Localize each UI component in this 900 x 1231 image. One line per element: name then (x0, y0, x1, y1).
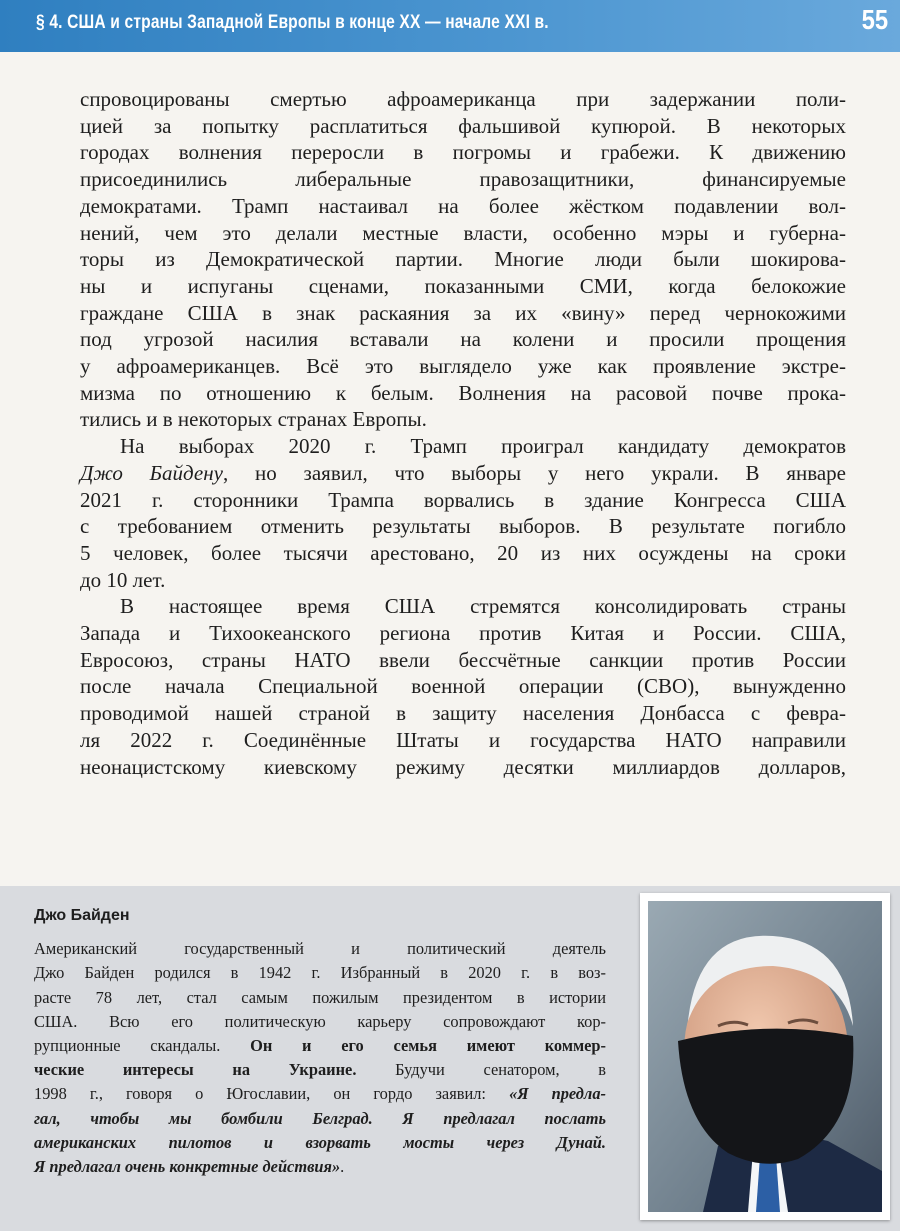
text-line: тились и в некоторых странах Европы. (80, 407, 427, 432)
page-header (0, 0, 900, 52)
text-line: у афроамериканцев. Всё это выглядело уже как проявление экстре- (80, 354, 846, 379)
text-line: 2021 г. сторонники Трампа ворвались в здание Конгресса США (80, 487, 846, 512)
text-line: городах волнения переросли в погромы и грабежи. К движению (80, 140, 846, 165)
main-text (80, 86, 846, 780)
text-fragment: Будучи сенатором, в (356, 1060, 606, 1080)
text-line: ля 2022 г. Соединённые Штаты и государства НАТО направили (80, 727, 846, 752)
text-line: демократами. Трамп настаивал на более жёстком подавлении вол- (80, 193, 846, 218)
bio-line (34, 1058, 606, 1082)
quote-line: гал, чтобы мы бомбили Белград. Я предлагал послать (34, 1108, 606, 1128)
text-line: ны и испуганы сценами, показанными СМИ, когда белокожие (80, 273, 846, 298)
biden-name-italic: Джо Байдену (80, 460, 223, 485)
text-line: нений, чем это делали местные власти, особенно мэры и губерна- (80, 220, 846, 245)
text-line: торы из Демократической партии. Многие люди были шокирова- (80, 247, 846, 272)
text-fragment: 1998 г., говоря о Югославии, он гордо заявил: (34, 1084, 510, 1104)
text-fragment: , но заявил, что выборы у него украли. В январе (222, 460, 846, 485)
bold-text: Он и его семья имеют коммер- (250, 1036, 606, 1056)
paragraph-3 (80, 593, 846, 780)
text-line: цией за попытку расплатиться фальшивой купюрой. В некоторых (80, 113, 846, 138)
text-line: после начала Специальной военной операции (СВО), вынужденно (80, 674, 846, 699)
quote-line (34, 1155, 606, 1179)
bio-line: Американский государственный и политический деятель (34, 939, 606, 959)
bio-line (34, 1082, 606, 1106)
bio-line: расте 78 лет, стал самым пожилым президентом в истории (34, 987, 606, 1007)
text-line: Евросоюз, страны НАТО ввели бессчётные санкции против России (80, 647, 846, 672)
text-line: На выборах 2020 г. Трамп проиграл кандидату демократов (120, 434, 846, 459)
paragraph-2 (80, 433, 846, 593)
text-line: мизма по отношению к белым. Волнения на расовой почве прока- (80, 380, 846, 405)
bio-line: США. Всю его политическую карьеру сопровождают кор- (34, 1011, 606, 1031)
quote-text: Я предлагал очень конкретные действия» (34, 1157, 341, 1177)
quote-line: американских пилотов и взорвать мосты через Дунай. (34, 1132, 606, 1152)
page-number: 55 (861, 4, 888, 35)
text-line: под угрозой насилия вставали на колени и просили прощения (80, 327, 846, 352)
text-fragment: рупционные скандалы. (34, 1036, 251, 1056)
section-title: § 4. США и страны Западной Европы в конце XX — начале XXI в. (36, 12, 549, 33)
text-line: неонацистскому киевскому режиму десятки миллиардов долларов, (80, 754, 846, 779)
text-line: Запада и Тихоокеанского региона против Китая и России. США, (80, 621, 846, 646)
text-fragment: . (340, 1157, 345, 1177)
bold-text: ческие интересы на Украине. (34, 1060, 357, 1080)
biography-block (34, 904, 606, 1179)
text-line (80, 460, 846, 487)
text-line: присоединились либеральные правозащитники, финансируемые (80, 167, 846, 192)
text-line: с требованием отменить результаты выборов. В результате погибло (80, 514, 846, 539)
quote-text: «Я предла- (509, 1084, 606, 1104)
text-line: спровоцированы смертью афроамериканца при задержании поли- (80, 87, 846, 111)
portrait-photo-frame (640, 893, 890, 1220)
bio-line: Джо Байден родился в 1942 г. Избранный в 2020 г. в воз- (34, 963, 606, 983)
paragraph-1 (80, 86, 846, 433)
text-line: до 10 лет. (80, 567, 166, 592)
text-line: 5 человек, более тысячи арестовано, 20 из них осуждены на сроки (80, 540, 846, 565)
biography-title: Джо Байден (34, 907, 130, 924)
text-line: граждане США в знак раскаяния за их «вину» перед чернокожими (80, 300, 846, 325)
bio-line (34, 1034, 606, 1058)
text-line: В настоящее время США стремятся консолидировать страны (120, 594, 846, 619)
portrait-photo (648, 901, 882, 1212)
text-line: проводимой нашей страной в защиту населения Донбасса с февра- (80, 701, 846, 726)
